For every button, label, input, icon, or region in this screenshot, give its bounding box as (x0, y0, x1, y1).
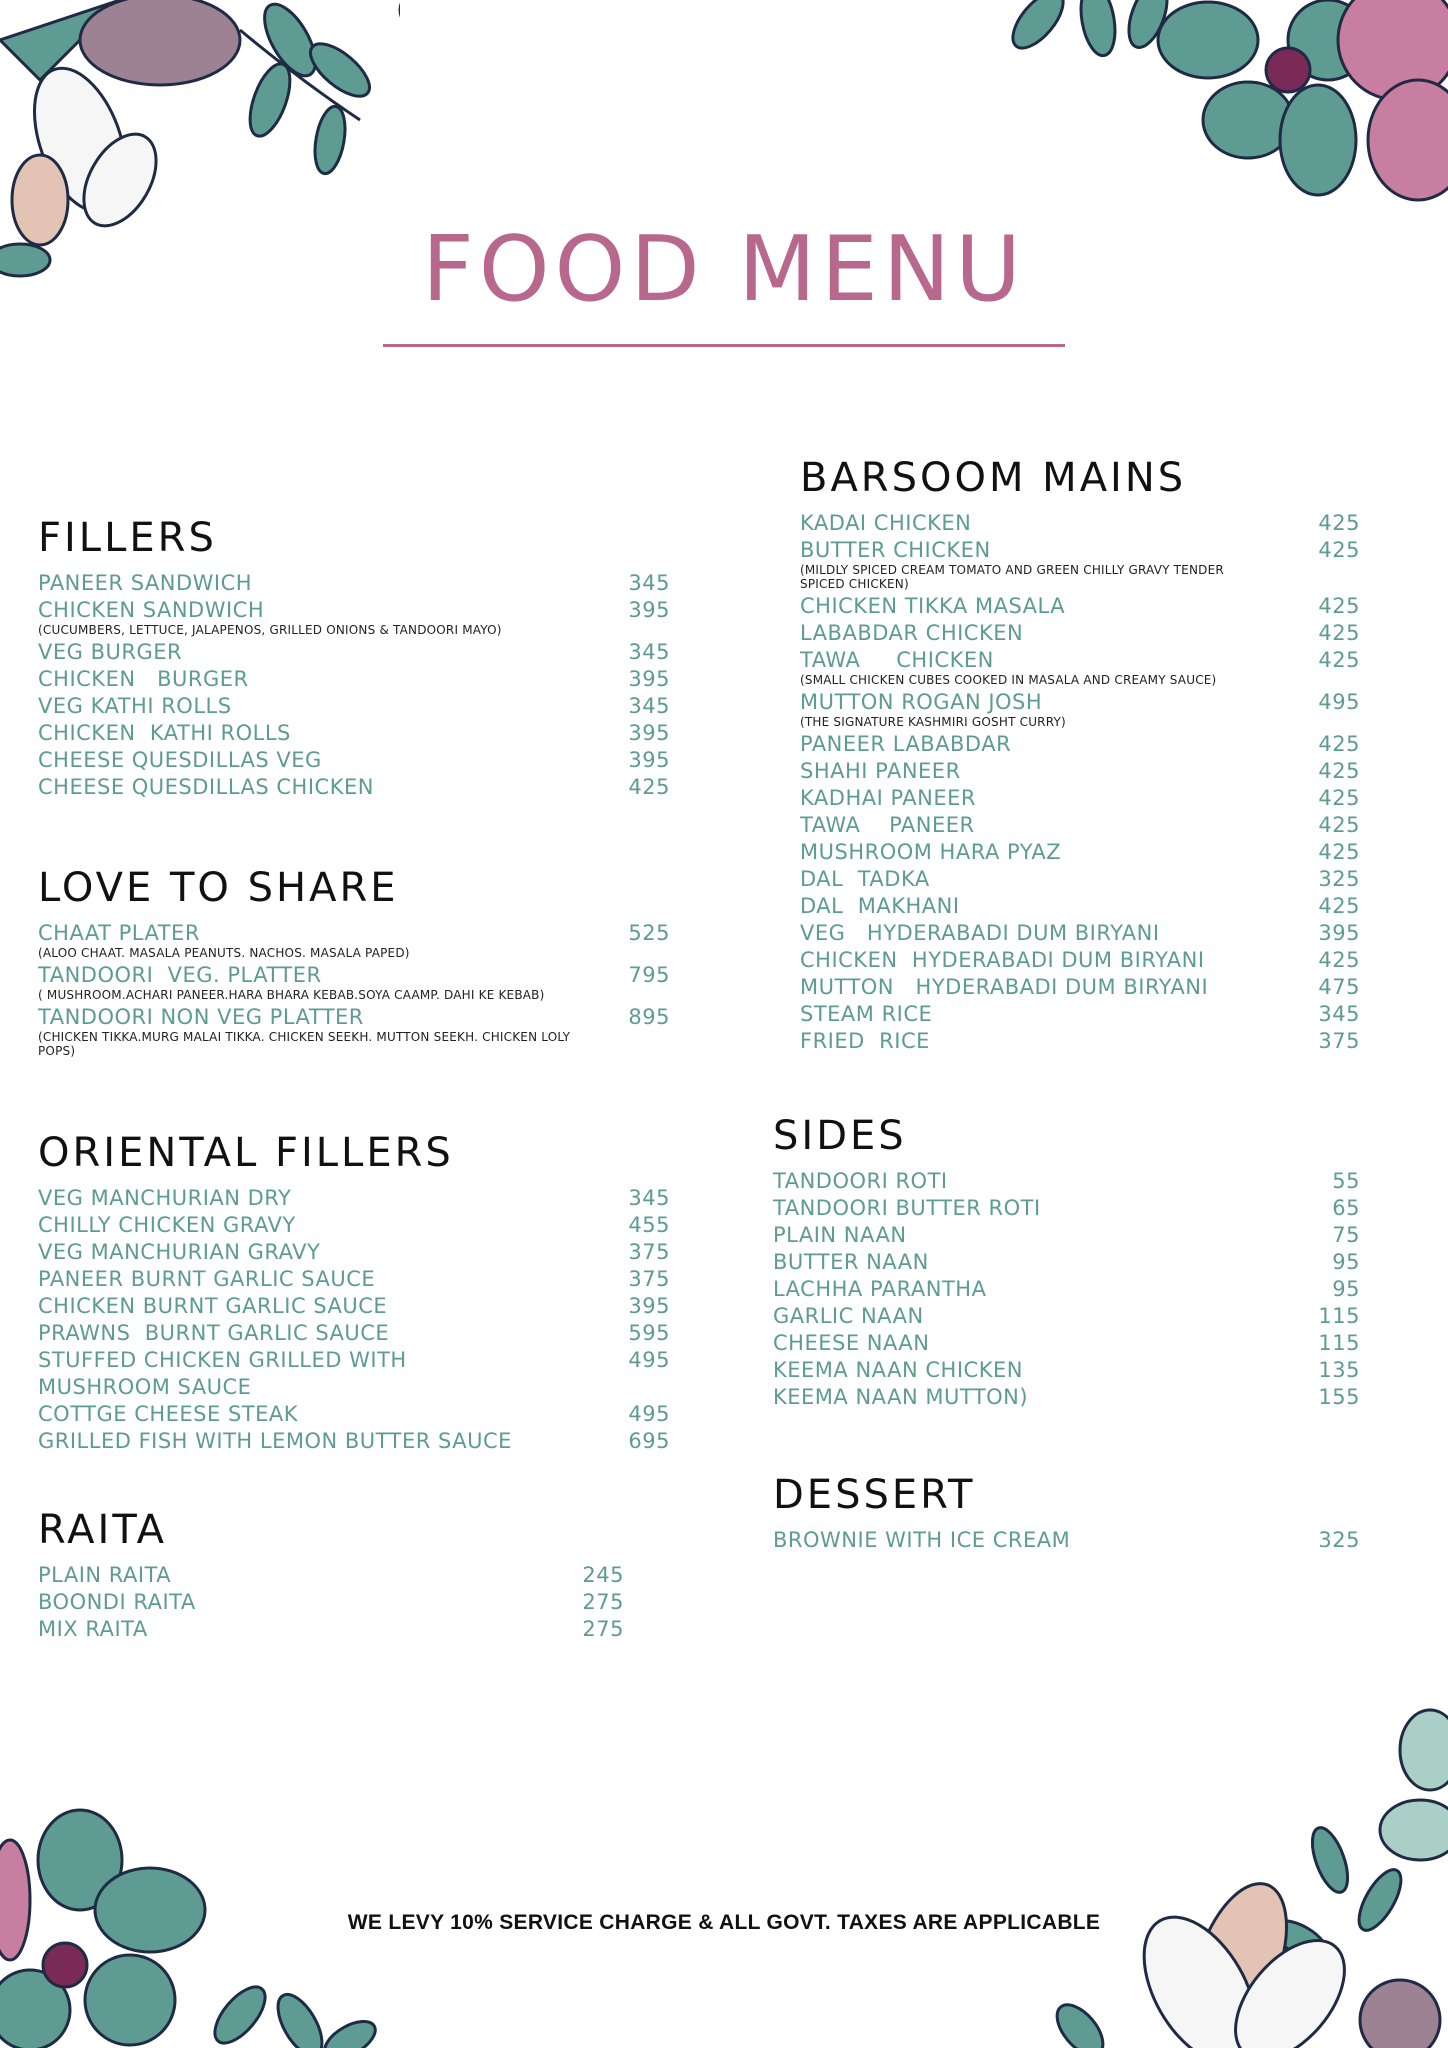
menu-item-name: STUFFED CHICKEN GRILLED WITH MUSHROOM SAUCE (38, 1348, 414, 1399)
menu-item-name: KEEMA NAAN MUTTON) (773, 1385, 1029, 1409)
menu-item-name: CHEESE QUESDILLAS CHICKEN (38, 775, 374, 799)
menu-item-price: 475 (1318, 975, 1360, 999)
menu-item-price: 395 (628, 598, 670, 622)
menu-item (800, 920, 1360, 947)
menu-item-list (38, 1562, 624, 1643)
menu-item-price: 325 (1318, 867, 1360, 891)
section-heading: BARSOOM MAINS (800, 455, 1187, 501)
menu-item-price: 425 (1318, 840, 1360, 864)
menu-item-list (773, 1527, 1360, 1554)
menu-item (38, 920, 670, 947)
menu-item-price: 395 (628, 721, 670, 745)
menu-item-name: PLAIN NAAN (773, 1223, 907, 1247)
menu-item-price: 55 (1332, 1169, 1360, 1193)
menu-item (38, 774, 670, 801)
menu-item-price: 425 (628, 775, 670, 799)
menu-item-price: 495 (628, 1402, 670, 1426)
menu-item-list (38, 920, 670, 1058)
menu-item (800, 893, 1360, 920)
menu-item-price: 375 (628, 1267, 670, 1291)
floral-bottom-right (1000, 1690, 1448, 2048)
menu-item-name: MIX RAITA (38, 1617, 148, 1641)
menu-item (800, 620, 1360, 647)
menu-item-price: 135 (1318, 1358, 1360, 1382)
menu-item (773, 1527, 1360, 1554)
menu-item-price: 275 (582, 1590, 624, 1614)
menu-item (800, 731, 1360, 758)
menu-item (773, 1303, 1360, 1330)
menu-item-price: 425 (1318, 511, 1360, 535)
menu-item-price: 345 (628, 640, 670, 664)
menu-item-price: 695 (628, 1429, 670, 1453)
menu-item (773, 1357, 1360, 1384)
menu-item (38, 1320, 670, 1347)
menu-item (800, 839, 1360, 866)
menu-item-name: CHEESE QUESDILLAS VEG (38, 748, 322, 772)
menu-item-name: CHICKEN BURNT GARLIC SAUCE (38, 1294, 388, 1318)
menu-item-price: 115 (1318, 1304, 1360, 1328)
section-heading: RAITA (38, 1507, 168, 1553)
section-dessert (773, 1472, 1360, 1554)
menu-item-price: 375 (1318, 1029, 1360, 1053)
menu-item-name: TAWA CHICKEN (800, 648, 994, 672)
menu-item (38, 1428, 670, 1455)
menu-item-name: CHICKEN BURGER (38, 667, 249, 691)
menu-item-name: BROWNIE WITH ICE CREAM (773, 1528, 1071, 1552)
menu-item (800, 647, 1360, 674)
menu-item-price: 455 (628, 1213, 670, 1237)
menu-item-name: MUSHROOM HARA PYAZ (800, 840, 1062, 864)
section-heading: ORIENTAL FILLERS (38, 1130, 454, 1176)
menu-item-description: (MILDLY SPICED CREAM TOMATO AND GREEN CHILLY GRAVY TENDER SPICED CHICKEN) (800, 563, 1224, 591)
menu-item-name: TAWA PANEER (800, 813, 975, 837)
menu-item-name: KEEMA NAAN CHICKEN (773, 1358, 1023, 1382)
menu-item-price: 395 (628, 667, 670, 691)
menu-item-name: TANDOORI ROTI (773, 1169, 948, 1193)
section-heading: LOVE TO SHARE (38, 865, 399, 911)
menu-item-name: VEG KATHI ROLLS (38, 694, 232, 718)
menu-item-price: 95 (1332, 1250, 1360, 1274)
menu-item-description: (SMALL CHICKEN CUBES COOKED IN MASALA AND CREAMY SAUCE) (800, 673, 1217, 687)
section-heading: DESSERT (773, 1472, 976, 1518)
section-barsoom-mains (800, 455, 1360, 1055)
menu-item-name: VEG BURGER (38, 640, 183, 664)
menu-item (800, 1028, 1360, 1055)
menu-item (38, 1347, 670, 1401)
menu-item (38, 693, 670, 720)
menu-item-price: 425 (1318, 621, 1360, 645)
menu-item-name: CHICKEN KATHI ROLLS (38, 721, 291, 745)
menu-item (38, 720, 670, 747)
menu-item-name: MUTTON ROGAN JOSH (800, 690, 1043, 714)
menu-item (800, 947, 1360, 974)
section-love-to-share (38, 865, 670, 1060)
menu-item-price: 495 (628, 1348, 670, 1372)
menu-item (38, 1239, 670, 1266)
menu-item-description: (CUCUMBERS, LETTUCE, JALAPENOS, GRILLED ONIONS & TANDOORI MAYO) (38, 623, 502, 637)
menu-item-name: VEG HYDERABADI DUM BIRYANI (800, 921, 1160, 945)
menu-item-description: (CHICKEN TIKKA.MURG MALAI TIKKA. CHICKEN SEEKH. MUTTON SEEKH. CHICKEN LOLY POPS) (38, 1030, 571, 1058)
menu-item (773, 1330, 1360, 1357)
section-oriental-fillers (38, 1130, 670, 1455)
page-title: FOOD MENU (421, 217, 1027, 322)
menu-item-name: BOONDI RAITA (38, 1590, 196, 1614)
menu-item-name: LABABDAR CHICKEN (800, 621, 1024, 645)
menu-item (800, 593, 1360, 620)
menu-item (38, 597, 670, 624)
menu-item (38, 1004, 670, 1031)
menu-item (800, 689, 1360, 716)
menu-item-list (800, 510, 1360, 1055)
menu-item (38, 1562, 624, 1589)
menu-item-name: TANDOORI BUTTER ROTI (773, 1196, 1041, 1220)
menu-item-description: (ALOO CHAAT. MASALA PEANUTS. NACHOS. MASALA PAPED) (38, 946, 410, 960)
menu-item (38, 1293, 670, 1320)
menu-item (773, 1249, 1360, 1276)
menu-item (38, 1212, 670, 1239)
menu-item-name: VEG MANCHURIAN GRAVY (38, 1240, 321, 1264)
menu-item-price: 155 (1318, 1385, 1360, 1409)
menu-item-name: MUTTON HYDERABADI DUM BIRYANI (800, 975, 1209, 999)
menu-item-price: 75 (1332, 1223, 1360, 1247)
menu-item-price: 395 (628, 1294, 670, 1318)
menu-item-price: 425 (1318, 538, 1360, 562)
menu-item (800, 866, 1360, 893)
menu-item-price: 395 (628, 748, 670, 772)
menu-item-price: 495 (1318, 690, 1360, 714)
menu-item (38, 1401, 670, 1428)
menu-item (38, 1589, 624, 1616)
section-fillers (38, 515, 670, 801)
menu-item-name: COTTGE CHEESE STEAK (38, 1402, 299, 1426)
menu-item-name: CHEESE NAAN (773, 1331, 930, 1355)
menu-item-price: 375 (628, 1240, 670, 1264)
menu-item-price: 425 (1318, 732, 1360, 756)
menu-item-name: CHICKEN SANDWICH (38, 598, 265, 622)
menu-item-name: STEAM RICE (800, 1002, 933, 1026)
menu-item-list (773, 1168, 1360, 1411)
menu-item-name: PANEER BURNT GARLIC SAUCE (38, 1267, 376, 1291)
menu-item-name: LACHHA PARANTHA (773, 1277, 987, 1301)
menu-item (800, 785, 1360, 812)
menu-item (38, 666, 670, 693)
menu-item-name: CHILLY CHICKEN GRAVY (38, 1213, 296, 1237)
menu-item-name: CHAAT PLATER (38, 921, 200, 945)
menu-item (773, 1195, 1360, 1222)
menu-item-price: 245 (582, 1563, 624, 1587)
menu-item (800, 510, 1360, 537)
menu-item-name: PANEER SANDWICH (38, 571, 253, 595)
menu-item (800, 812, 1360, 839)
menu-item-name: TANDOORI VEG. PLATTER (38, 963, 322, 987)
menu-item-price: 115 (1318, 1331, 1360, 1355)
service-charge-note: WE LEVY 10% SERVICE CHARGE & ALL GOVT. TAXES ARE APPLICABLE (347, 1911, 1101, 1934)
menu-item-price: 425 (1318, 648, 1360, 672)
menu-item (773, 1222, 1360, 1249)
menu-item-price: 425 (1318, 759, 1360, 783)
menu-item (800, 1001, 1360, 1028)
menu-item-name: SHAHI PANEER (800, 759, 961, 783)
floral-top-right (998, 0, 1448, 225)
menu-item-name: FRIED RICE (800, 1029, 930, 1053)
menu-item-price: 525 (628, 921, 670, 945)
menu-item-name: PLAIN RAITA (38, 1563, 172, 1587)
menu-item (38, 1185, 670, 1212)
menu-item-price: 275 (582, 1617, 624, 1641)
menu-item-price: 345 (628, 571, 670, 595)
menu-item-name: BUTTER CHICKEN (800, 538, 991, 562)
menu-item-description: ( MUSHROOM.ACHARI PANEER.HARA BHARA KEBAB.SOYA CAAMP. DAHI KE KEBAB) (38, 988, 545, 1002)
menu-item (773, 1384, 1360, 1411)
menu-item (38, 747, 670, 774)
menu-item-name: CHICKEN HYDERABADI DUM BIRYANI (800, 948, 1205, 972)
menu-item-price: 895 (628, 1005, 670, 1029)
menu-item-price: 425 (1318, 594, 1360, 618)
title-underline (383, 344, 1065, 347)
menu-item-price: 595 (628, 1321, 670, 1345)
menu-item (800, 758, 1360, 785)
menu-item-name: KADHAI PANEER (800, 786, 976, 810)
section-raita (38, 1507, 624, 1643)
menu-item (38, 1616, 624, 1643)
menu-item-name: TANDOORI NON VEG PLATTER (38, 1005, 364, 1029)
section-heading: FILLERS (38, 515, 217, 561)
menu-item (38, 962, 670, 989)
menu-item-price: 345 (628, 1186, 670, 1210)
menu-item-price: 95 (1332, 1277, 1360, 1301)
menu-item-name: PRAWNS BURNT GARLIC SAUCE (38, 1321, 390, 1345)
menu-item-price: 795 (628, 963, 670, 987)
menu-item-price: 65 (1332, 1196, 1360, 1220)
menu-item (38, 570, 670, 597)
menu-item-price: 425 (1318, 786, 1360, 810)
menu-item-description: (THE SIGNATURE KASHMIRI GOSHT CURRY) (800, 715, 1066, 729)
menu-item-name: BUTTER NAAN (773, 1250, 929, 1274)
section-sides (773, 1113, 1360, 1411)
section-heading: SIDES (773, 1113, 907, 1159)
menu-item-name: DAL MAKHANI (800, 894, 960, 918)
menu-item-name: VEG MANCHURIAN DRY (38, 1186, 292, 1210)
menu-item (773, 1276, 1360, 1303)
menu-item (773, 1168, 1360, 1195)
menu-item-price: 425 (1318, 948, 1360, 972)
menu-item (800, 537, 1360, 564)
menu-item (38, 639, 670, 666)
menu-item-price: 325 (1318, 1528, 1360, 1552)
menu-item-name: GRILLED FISH WITH LEMON BUTTER SAUCE (38, 1429, 512, 1453)
menu-item-name: CHICKEN TIKKA MASALA (800, 594, 1066, 618)
menu-item-price: 425 (1318, 894, 1360, 918)
menu-item-name: DAL TADKA (800, 867, 930, 891)
menu-item-list (38, 1185, 670, 1455)
menu-item-price: 345 (1318, 1002, 1360, 1026)
menu-item-price: 395 (1318, 921, 1360, 945)
menu-item-list (38, 570, 670, 801)
menu-item (38, 1266, 670, 1293)
menu-item-name: GARLIC NAAN (773, 1304, 924, 1328)
menu-item-price: 345 (628, 694, 670, 718)
menu-item-price: 425 (1318, 813, 1360, 837)
menu-item-name: PANEER LABABDAR (800, 732, 1012, 756)
menu-item-name: KADAI CHICKEN (800, 511, 972, 535)
menu-item (800, 974, 1360, 1001)
